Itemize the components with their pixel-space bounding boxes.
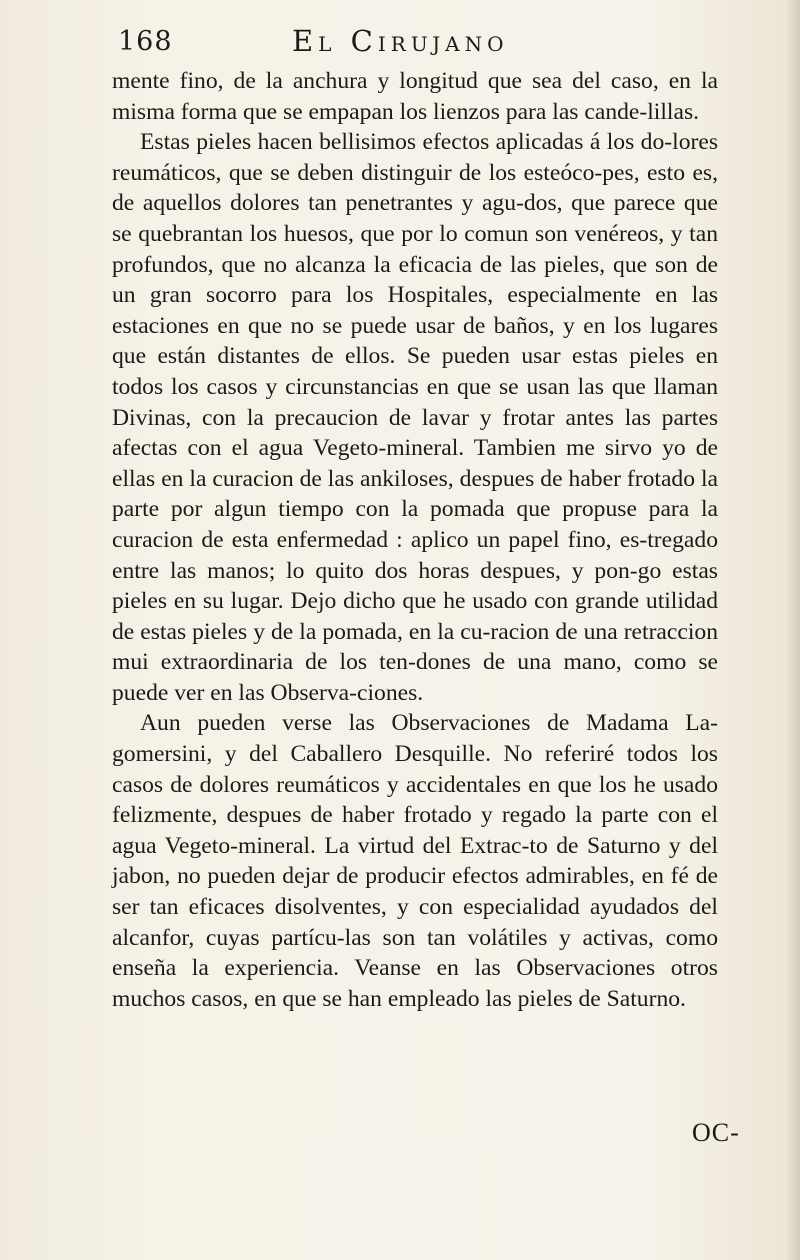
- page-header: [112, 18, 722, 64]
- page-number: 168: [118, 26, 173, 57]
- body-text: [112, 66, 718, 1014]
- running-head: El Cirujano: [292, 24, 509, 58]
- paragraph-continuation: mente fino, de la anchura y longitud que sea del caso, en la misma forma que se empapan los lienzos para las cande-lillas.: [112, 68, 718, 125]
- paragraph-pieles-reumaticos: Estas pieles hacen bellisimos efectos aplicadas á los do-lores reumáticos, que se deben distinguir de los esteóco-pes, esto es, de aquellos dolores tan penetrantes y agu-dos, que parece que se quebrantan los huesos, que por lo comun son venéreos, y tan profundos, que no alcanza la eficacia de las pieles, que son de un gran socorro para los Hospitales, especialmente en las estaciones en que no se puede usar de baños, y en los lugares que están distantes de ellos. Se pueden usar estas pieles en todos los casos y circunstancias en que se usan las que llaman Divinas, con la precaucion de lavar y frotar antes las partes afectas con el agua Vegeto-mineral. Tambien me sirvo yo de ellas en la curacion de las ankiloses, despues de haber frotado la parte por algun tiempo con la pomada que propuse para la curacion de esta enfermedad : aplico un papel fino, es-tregado entre las manos; lo quito dos horas despues, y pon-go estas pieles en su lugar. Dejo dicho que he usado con grande utilidad de estas pieles y de la pomada, en la cu-racion de una retraccion mui extraordinaria de los ten-dones de una mano, como se puede ver en las Observa-ciones.: [112, 129, 718, 706]
- catchword: OC-: [692, 1118, 740, 1147]
- page-edge-shadow: [786, 0, 800, 1260]
- paragraph-observaciones: Aun pueden verse las Observaciones de Madama La-gomersini, y del Caballero Desquille. No referiré todos los casos de dolores reumáticos y accidentales en que los he usado felizmente, despues de haber frotado y regado la parte con el agua Vegeto-mineral. La virtud del Extrac-to de Saturno y del jabon, no pueden dejar de producir efectos admirables, en fé de ser tan eficaces disolventes, y con especialidad ayudados del alcanfor, cuyas partícu-las son tan volátiles y activas, como enseña la experiencia. Veanse en las Observaciones otros muchos casos, en que se han empleado las pieles de Saturno.: [112, 710, 718, 1012]
